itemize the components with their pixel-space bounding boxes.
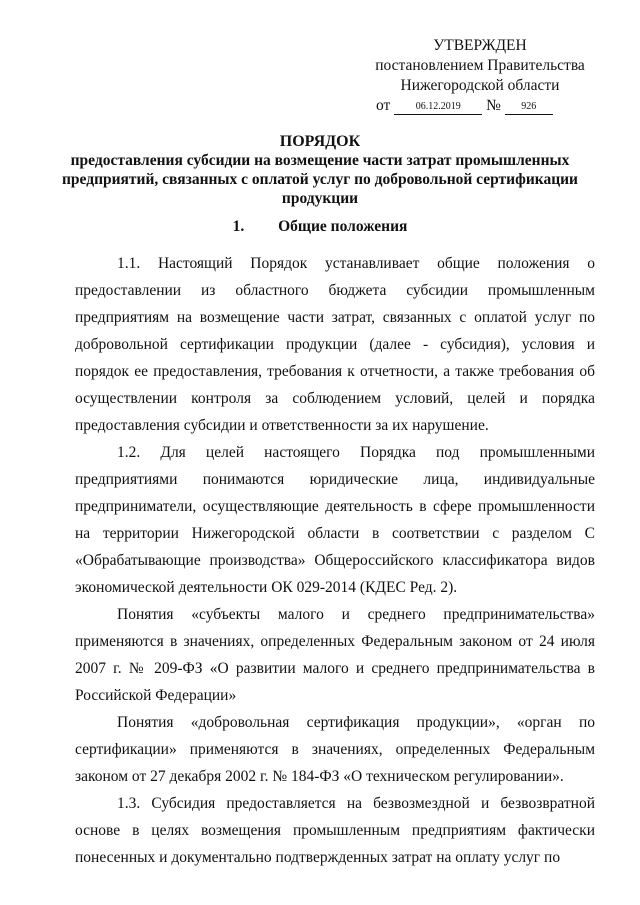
approval-line-2: Нижегородской области [400,77,560,94]
approval-number: 926 [505,100,553,115]
paragraph-sme-concepts: Понятия «субъекты малого и среднего предпринимательства» применяются в значениях, определенных Федеральным законом от 24 июля 2007 г. № 209-ФЗ «О развитии малого и среднего предпринимательства в Российской Федерации» [75,606,595,704]
document-title [60,132,580,208]
approval-stamp [360,36,600,116]
paragraph-1-3: 1.3. Субсидия предоставляется на безвозмездной и безвозвратной основе в целях возмещения промышленным предприятиям фактически понесенных и документально подтвержденных затрат на оплату услуг по [75,795,595,866]
title-main: ПОРЯДОК [279,133,361,150]
section-heading [60,218,580,236]
paragraph-1-2: 1.2. Для целей настоящего Порядка под промышленными предприятиями понимаются юридические лица, индивидуальные предприниматели, осуществляющие деятельность в сфере промышленности на территории Нижегородской области в соответствии с разделом С «Обрабатывающие производства» Общероссийского классификатора видов экономической деятельности ОК 029-2014 (КДЕС Ред. 2). [75,444,595,596]
section-number: 1. [232,218,245,235]
title-subtitle: предоставления субсидии на возмещение части затрат промышленных предприятий, связанных с оплатой услуг по добровольной сертификации продукции [62,152,578,207]
paragraph-certification-concepts: Понятия «добровольная сертификация продукции», «орган по сертификации» применяются в значениях, определенных Федеральным законом от 27 декабря 2002 г. № 184-ФЗ «О техническом регулировании». [75,714,595,785]
document-body [75,250,595,871]
paragraph-1-1: 1.1. Настоящий Порядок устанавливает общие положения о предоставлении из областного бюджета субсидии промышленным предприятиям на возмещение части затрат, связанных с оплатой услуг по добровольной сертификации продукции (далее - субсидия), условия и порядок ее предоставления, требования к отчетности, а также требования об осуществлении контроля за соблюдением условий, целей и порядка предоставления субсидии и ответственности за их нарушение. [75,255,595,434]
approval-date-line [376,96,600,116]
approval-date: 06.12.2019 [394,100,482,115]
section-title: Общие положения [278,218,408,235]
approval-title: УТВЕРЖДЕН [433,37,527,54]
approval-line-1: постановлением Правительства [375,57,585,74]
number-sign: № [486,97,501,114]
date-prefix: от [376,97,391,114]
